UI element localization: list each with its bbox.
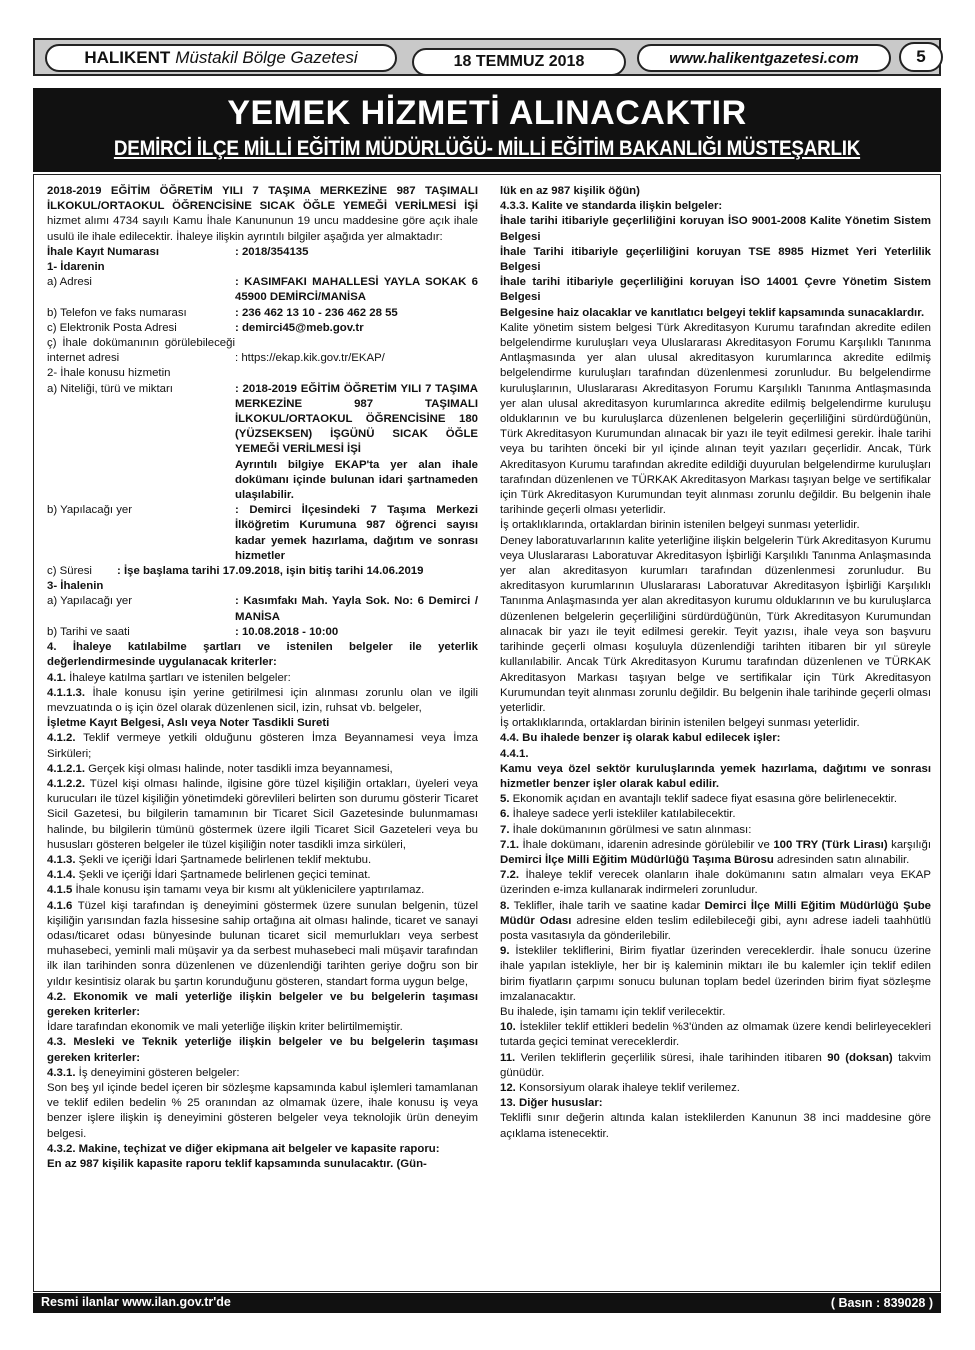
- left-column: [47, 184, 478, 1284]
- p-4-2: İdare tarafından ekonomik ve mali yeterliğe ilişkin kriter belirtilmemiştir.: [47, 1021, 403, 1034]
- p-9-b: Bu ihalede, işin tamamı için teklif verilecektir.: [500, 1005, 726, 1018]
- p-4-3-title: 4.3. Mesleki ve Teknik yeterliğe ilişkin belgeler ve bu belgelerin taşıması gereken kriterler:: [47, 1036, 478, 1064]
- announcement-body: [33, 174, 941, 1292]
- p-4-1-2-2: 4.1.2.2. Tüzel kişi olması halinde, ilgisine göre tüzel kişiliğin ortakları, üyeleri veya kurucuları ile tüzel kişiliğin yönetimdeki görevlileri belirten son durumu gösterir Ticaret Sicil Gazetesi, bu bilgilerin tamamının bir Ticaret Sicil Gazetesinde bulunmaması halinde, bu bilgilerin tümünü göstermek üzere ilgili Ticaret Sicil Gazeteleri veya bu hususları gösteren belgeler ile tüzel kişiliğin noter tasdikli imza sirküleri,: [47, 777, 478, 851]
- p-4-1-2-1: 4.1.2.1. Gerçek kişi olması halinde, noter tasdikli imza beyannamesi,: [47, 762, 393, 775]
- p-7: 7. İhale dokümanının görülmesi ve satın alınması:: [500, 823, 752, 836]
- section-4-title: 4. İhaleye katılabilme şartları ve istenilen belgeler ile yeterlik değerlendirmesinde uygulanacak kriterler:: [47, 641, 478, 669]
- p-4-3-1-text: Son beş yıl içinde bedel içeren bir sözleşme kapsamında kabul işlemleri tamamlanan ve teklif edilen bedelin % 25 oranından az olmamak üzere, ihale konusu iş veya benzer işlere ilişkin iş deneyimini gösteren belgeler veya teknolojik ürün deneyim belgesi.: [47, 1081, 478, 1140]
- web-row: ç) İhale dokümanının görülebileceği internet adresi : https://ekap.kik.gov.tr/EKAP/: [47, 337, 385, 365]
- paper-name-pill: [45, 44, 397, 72]
- iso-9001: İhale tarihi itibariyle geçerliliğini koruyan İSO 9001-2008 Kalite Yönetim Sistem Belgesi: [500, 215, 931, 243]
- p-4-1-1-3: 4.1.1.3. İhale konusu işin yerine getirilmesi için alınması zorunlu olan ve ilgili mevzuatında o iş için özel olarak düzenlenen sicil, izin, ruhsat vb. belgeler, İşletme Kayıt Belgesi, Aslı veya Noter Tasdikli Sureti: [47, 686, 478, 730]
- p-11: 11. Verilen tekliflerin geçerlilik süresi, ihale tarihinden itibaren 90 (doksan) takvim günüdür.: [500, 1051, 931, 1079]
- eposta-row: c) Elektronik Posta Adresi : demirci45@meb.gov.tr: [47, 321, 364, 334]
- iso-14001: İhale tarihi itibariyle geçerliliğini koruyan İSO 14001 Çevre Yönetim Sistem Belgesi: [500, 276, 931, 304]
- p-4-2-title: 4.2. Ekonomik ve mali yeterliğe ilişkin belgeler ve bu belgelerin taşıması gereken kriterler:: [47, 990, 478, 1018]
- adres-row: a) Adresi : KASIMFAKI MAHALLESİ YAYLA SOKAK 6 45900 DEMİRCİ/MANİSA: [47, 276, 478, 304]
- right-column: [500, 184, 931, 1284]
- tel-row: b) Telefon ve faks numarası : 236 462 13 10 - 236 462 28 55: [47, 306, 398, 319]
- p-4-3-1: 4.3.1. İş deneyimini gösteren belgeler:: [47, 1066, 240, 1079]
- masthead: [33, 38, 941, 76]
- section-1-title: 1- İdarenin: [47, 261, 105, 274]
- p-4-3-3-title: 4.3.3. Kalite ve standarda ilişkin belgeler:: [500, 200, 723, 213]
- p-10: 10. İstekliler teklif ettikleri bedelin %3'ünden az olmamak üzere kendi belirleyecekleri tutarda geçici teminat vereceklerdir.: [500, 1021, 931, 1049]
- kayit-row: İhale Kayıt Numarası : 2018/354135: [47, 245, 309, 258]
- page-subtitle: DEMİRCİ İLÇE MİLLİ EĞİTİM MÜDÜRLÜĞÜ- MİLLİ EĞİTİM BAKANLIĞI MÜSTEŞARLIK: [113, 137, 861, 160]
- p-4-3-2-text: En az 987 kişilik kapasite raporu teklif kapsamında sunulacaktır. (Gün-: [47, 1158, 427, 1170]
- deney-text: Deney laboratuvarlarının kalite yeterliğine ilişkin belgelerin Türk Akreditasyon Kurumu veya Uluslararası Laboratuvar Akreditasyon İşbirliği Karşılıklı Tanınma Anlaşmasında yer alan akreditasyon kurumları tarafından düzenlenmesi zorunludur. Bu akreditasyon kurumlarının Uluslararası Laboratuvar Akreditasyon İşbirliği Karşılıklı Tanınma Anlaşmasında yer alan akreditasyon kurumu olduklarının ve bu kuruluşlarca düzenlenen belgelerin geçerliliğini sürdürdüğünün, Türk Akreditasyon Kurumundan alınacak bir yazı ile teyit edilmesi gerekir. Teyit yazısı, ihale veya son başvuru tarihinde geçerli olması koşuluyla düzenlendiği tarihten itibaren bir yıl süreyle kullanılabilir. Ancak Türk Akreditasyon Kurumu tarafından düzenlenen ve TÜRKAK Akreditasyon Markası taşıyan belge ve sertifikalar için Türk Akreditasyon Kurumundan teyit alınması zorunlu değildir. Bu belgenin ihale tarihinde geçerli olması yeterlidir.: [500, 534, 931, 714]
- paper-tagline: Müstakil Bölge Gazetesi: [175, 48, 358, 67]
- footer-ilan-link[interactable]: Resmi ilanlar www.ilan.gov.tr'de: [41, 1295, 231, 1309]
- section-2-title: 2- İhale konusu hizmetin: [47, 367, 171, 380]
- p-4-4-title: 4.4. Bu ihalede benzer iş olarak kabul edilecek işler:: [500, 732, 781, 745]
- p-4-1-3: 4.1.3. Şekli ve içeriği İdari Şartnamede belirlenen teklif mektubu.: [47, 853, 372, 866]
- p-13-title: 13. Diğer hususlar:: [500, 1097, 603, 1110]
- page-title: YEMEK HİZMETİ ALINACAKTIR: [227, 94, 747, 132]
- p-9: 9. İstekliler tekliflerini, Birim fiyatlar üzerinden vereceklerdir. İhale sonucu üzerine ihale yapılan istekliyle, her bir iş kaleminin miktarı ile bu kalemler için teklif edilen birim fiyatların çarpımı sonucu bulunan toplam bedel üzerinden birim fiyat sözleşme imzalanacaktır.: [500, 945, 931, 1003]
- p-12: 12. Konsorsiyum olarak ihaleye teklif verilemez.: [500, 1081, 740, 1094]
- p-7-2: 7.2. İhaleye teklif verecek olanların ihale dokümanını satın almaları veya EKAP üzerinden e-imza kullanarak indirmeleri zorunludur.: [500, 869, 931, 897]
- p-4-1-5: 4.1.5 İhale konusu işin tamamı veya bir kısmı alt yüklenicilere yaptırılamaz.: [47, 884, 425, 897]
- paper-name: HALIKENT: [84, 48, 171, 67]
- p-4-4-1: 4.4.1.: [500, 747, 529, 760]
- basin-number: ( Basın : 839028 ): [830, 1296, 933, 1310]
- p-4-1: 4.1. İhaleye katılma şartları ve istenilen belgeler:: [47, 671, 291, 684]
- p-8: 8. Teklifler, ihale tarih ve saatine kadar Demirci İlçe Milli Eğitim Müdürlüğü Şube Müdür Odası adresine elden teslim edilebileceği gibi, aynı adrese iadeli taahhütlü posta vasıtasıyla da gönderilebilir.: [500, 899, 931, 942]
- issue-date: 18 TEMMUZ 2018: [412, 48, 626, 76]
- kalite-text: Kalite yönetim sistem belgesi Türk Akreditasyon Kurumu tarafından akredite edilen belgelendirme kuruluşları veya Uluslararası Akreditasyon Forumu Karşılıklı Tanınma Antlaşmasında yer alan ulusal akreditasyon kurumlarınca akredite edilmiş belgelendirme kuruluşları tarafından düzenlenmesi zorunludur. Bu belgelendirme kuruluşlarının, Uluslararası Akreditasyon Forumu Karşılıklı Tanınma Antlaşmasında yer alan ulusal akreditasyon kurumlarınca akredite edilmiş belgelendirme kuruluşu olduklarının ve bu kuruluşlarca düzenlenen belgelerin geçerliliğini sürdürdüğünün, Türk Akreditasyon Kurumundan alınacak bir yazı ile teyit edilmesi gerekir. İhale tarihi veya bu tarihten önceki bir yıl içinde alınan teyit yazıları geçerlidir. Ancak, Türk Akreditasyon Kurumu tarafından akredite edildiği duyurulan belgelendirme kuruluşları tarafından düzenlenen ve TÜRKAK Akreditasyon Markası taşıyan belge ve sertifikalar için Türk Akreditasyon Kurumundan teyit alınması zorunlu değildir. Bu belgenin ihale tarihinde geçerli olması yeterlidir.: [500, 321, 931, 517]
- p-4-1-2: 4.1.2. Teklif vermeye yetkili olduğunu gösteren İmza Beyannamesi veya İmza Sirküleri;: [47, 732, 478, 760]
- continued-text: lük en az 987 kişilik öğün): [500, 185, 640, 197]
- ihale-yer-row: a) Yapılacağı yer : Kasımfakı Mah. Yayla Sok. No: 6 Demirci / MANİSA: [47, 595, 478, 623]
- section-3-title: 3- İhalenin: [47, 580, 104, 593]
- page-number: 5: [899, 42, 943, 72]
- title-banner: [33, 88, 941, 172]
- suresi-row: c) Süresi : İşe başlama tarihi 17.09.2018, işin bitiş tarihi 14.06.2019: [47, 565, 424, 578]
- yapilacagi-row: b) Yapılacağı yer : Demirci İlçesindeki 7 Taşıma Merkezi İlköğretim Kurumuna 987 öğrenci sayısı kadar yemek hazırlama, dağıtım ve sonrası hizmetler: [47, 504, 478, 562]
- p-7-1: 7.1. İhale dokümanı, idarenin adresinde görülebilir ve 100 TRY (Türk Lirası) karşılığı Demirci İlçe Milli Eğitim Müdürlüğü Taşıma Bürosu adresinden satın alınabilir.: [500, 838, 931, 866]
- intro-paragraph: 2018-2019 EĞİTİM ÖĞRETİM YILI 7 TAŞIMA MERKEZİNE 987 TAŞIMALI İLKOKUL/ORTAOKUL ÖĞRENCİSİNE SICAK ÖĞLE YEMEĞİ VERİLMESİ İŞİ hizmet alımı 4734 sayılı Kamu İhale Kanununun 19 uncu maddesine göre açık ihale usulü ile ihale edilecektir. İhaleye ilişkin ayrıntılı bilgiler aşağıda yer almaktadır:: [47, 185, 478, 243]
- tse-8985: İhale Tarihi itibariyle geçerliliğini koruyan TSE 8985 Hizmet Yeri Yeterlilik Belgesi: [500, 245, 931, 274]
- nitelik-row: a) Niteliği, türü ve miktarı : 2018-2019 EĞİTİM ÖĞRETİM YILI 7 TAŞIMA MERKEZİNE 987 TAŞIMALI İLKOKUL/ORTAOKUL ÖĞRENCİSİNE 180 (YÜZSEKSEN) İŞGÜNÜ SICAK ÖĞLE YEMEĞİ VERİLMESİ İŞİ Ayrıntılı bilgiye EKAP'ta yer alan ihale dokümanı içinde bulunan idari şartnameden ulaşılabilir.: [47, 382, 478, 502]
- belgesine-haiz: Belgesine haiz olacaklar ve kanıtlatıcı belgeyi teklif kapsamında sunacaklardır.: [500, 306, 925, 319]
- p-4-4-1-text: Kamu veya özel sektör kuruluşlarında yemek hazırlama, dağıtımı ve sonrası hizmetler benzer işler olarak kabul edilir.: [500, 762, 931, 790]
- p-4-3-2-title: 4.3.2. Makine, teçhizat ve diğer ekipmana ait belgeler ve kapasite raporu:: [47, 1142, 440, 1155]
- p-5: 5. Ekonomik açıdan en avantajlı teklif sadece fiyat esasına göre belirlenecektir.: [500, 793, 897, 806]
- p-4-1-4: 4.1.4. Şekli ve içeriği İdari Şartnamede belirlenen geçici teminat.: [47, 869, 371, 882]
- tarih-row: b) Tarihi ve saati : 10.08.2018 - 10:00: [47, 625, 339, 638]
- footer-bar: [33, 1293, 941, 1313]
- ortaklik-note-2: İş ortaklıklarında, ortaklardan birinin istenilen belgeyi sunması yeterlidir.: [500, 717, 860, 730]
- ortaklik-note-1: İş ortaklıklarında, ortaklardan birinin istenilen belgeyi sunması yeterlidir.: [500, 519, 860, 532]
- p-6: 6. İhaleye sadece yerli istekliler katılabilecektir.: [500, 808, 736, 821]
- p-4-1-6: 4.1.6 Tüzel kişi tarafından iş deneyimini göstermek üzere sunulan belgenin, tüzel kişiliğin yarısından fazla hissesine sahip ortağına ait olması halinde, ticaret ve sanayi odası/ticaret odası bünyesinde bulunan ticaret sicil memurlukları veya serbest muhasebeci, yeminli mali müşavir ya da serbest muhasebeci mali müşavir tarafından ilk ilan tarihinden sonra düzenlenen ve düzenlendiği tarihten geriye doğru son bir yıldır kesintisiz olarak bu şartın korunduğunu gösteren, standart forma uygun belge,: [47, 899, 478, 988]
- p-13: Teklifli sınır değerin altında kalan isteklilerden Kanunun 38 inci maddesine göre açıklama istenecektir.: [500, 1112, 931, 1140]
- website-link[interactable]: www.halikentgazetesi.com: [637, 44, 891, 72]
